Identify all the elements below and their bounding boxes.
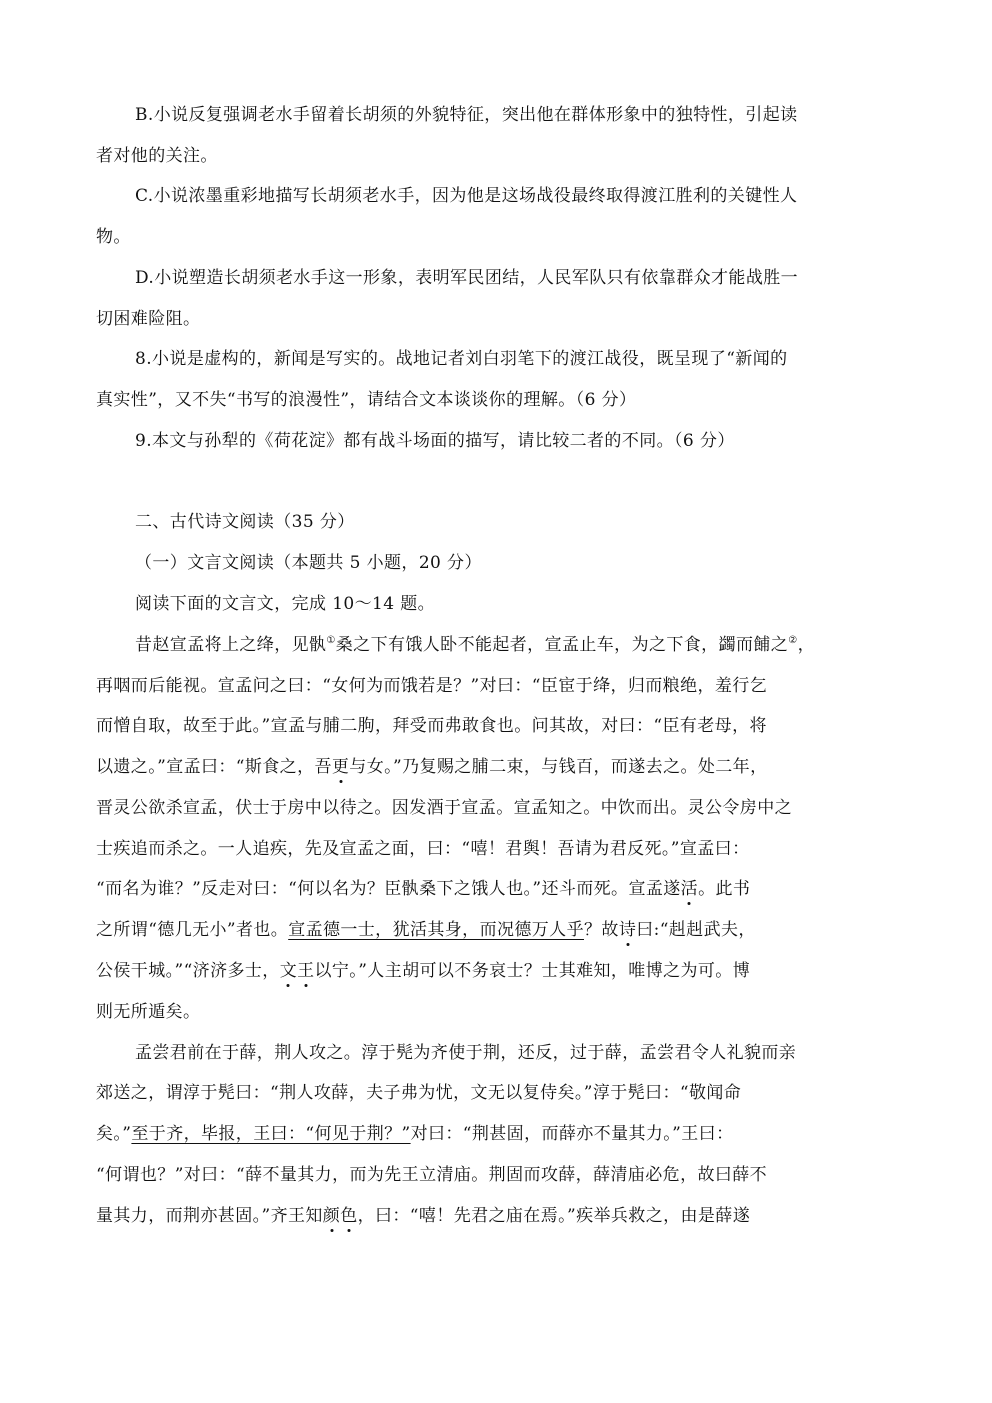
question-9: 9.本文与孙犁的《荷花淀》都有战斗场面的描写，请比较二者的不同。（6 分） [135, 431, 735, 451]
passage2-line-4: “何谓也？”对曰：“薛不量其力，而为先王立清庙。荆固而攻薛，薛清庙必危，故曰薛不 [96, 1165, 768, 1185]
question-8-line-2: 真实性”，又不失“书写的浪漫性”，请结合文本谈谈你的理解。（6 分） [96, 390, 637, 410]
passage1-line-7 [96, 878, 750, 900]
passage2-line-3-text-a: 矣。” [96, 1124, 132, 1144]
passage2-line-2: 郊送之，谓淳于髡曰：“荆人攻薛，夫子弗为忧，文无以复侍矣。”淳于髡曰：“敬闻命 [96, 1083, 742, 1103]
footnote-1-marker: ① [326, 635, 336, 646]
passage1-line-1-text-a: 昔赵宣孟将上之绛，见骫 [135, 635, 327, 655]
passage1-line-1 [135, 634, 815, 656]
dotted-char-se: 色 [340, 1206, 358, 1226]
passage2-line-1: 孟尝君前在于薛，荆人攻之。淳于髡为齐使于荆，还反，过于薛，孟尝君令人礼貌而亲 [135, 1043, 797, 1063]
option-c-line-2: 物。 [96, 227, 131, 247]
passage1-line-6: 士疾追而杀之。一人追疾，先及宣孟之面，曰：“嘻！君舆！吾请为君反死。”宣孟曰： [96, 839, 750, 859]
option-b-line-2: 者对他的关注。 [96, 146, 218, 166]
passage1-line-7-text-b: 。此书 [698, 879, 751, 899]
passage1-line-7-text-a: “而名为谁？”反走对曰：“何以名为？臣骫桑下之饿人也。”还斗而死。宣孟遂 [96, 879, 681, 899]
underlined-sentence-2: 至于齐，毕报，王曰：“何见于荆？” [131, 1124, 411, 1144]
option-b-line-1: B.小说反复强调老水手留着长胡须的外貌特征，突出他在群体形象中的独特性，引起读 [135, 105, 798, 125]
option-c-line-1: C.小说浓墨重彩地描写长胡须老水手，因为他是这场战役最终取得渡江胜利的关键性人 [135, 186, 798, 206]
passage2-line-5 [96, 1205, 750, 1227]
passage2-line-5-text-a: 量其力，而荆亦甚固。”齐王知 [96, 1206, 323, 1226]
underlined-sentence-1: 宣孟德一士，犹活其身，而况德万人乎 [288, 920, 584, 940]
dotted-char-wen: 文 [279, 961, 298, 981]
reading-instruction: 阅读下面的文言文，完成 10～14 题。 [135, 594, 436, 614]
passage2-line-3 [96, 1123, 733, 1145]
passage1-line-8-text-b: ？故 [584, 920, 619, 940]
dotted-char-geng: 更 [331, 757, 350, 777]
passage1-line-1-text-c: ， [797, 635, 815, 655]
option-d-line-2: 切困难险阻。 [96, 309, 201, 329]
passage2-line-5-text-b: ，曰：“嘻！先君之庙在焉。”疾举兵救之，由是薛遂 [357, 1206, 751, 1226]
passage1-line-4-text-b: 与女。”乃复赐之脯二束，与钱百，而遂去之。处二年， [349, 757, 768, 777]
passage1-line-1-text-b: 桑之下有饿人卧不能起者，宣孟止车，为之下食，蠲而餔之 [335, 635, 789, 655]
question-8-line-1: 8.小说是虚构的，新闻是写实的。战地记者刘白羽笔下的渡江战役，既呈现了“新闻的 [135, 349, 788, 369]
dotted-char-huo: 活 [680, 879, 699, 899]
passage1-line-4-text-a: 以遗之。”宣孟曰：“斯食之，吾 [96, 757, 332, 777]
passage1-line-8-text-c: 曰:“赳赳武夫， [636, 920, 756, 940]
option-d-line-1: D.小说塑造长胡须老水手这一形象，表明军民团结，人民军队只有依靠群众才能战胜一 [135, 268, 799, 288]
section-subtitle: （一）文言文阅读（本题共 5 小题，20 分） [135, 553, 482, 573]
dotted-char-wang: 王 [297, 961, 315, 981]
passage1-line-2: 再咽而后能视。宣孟问之曰：“女何为而饿若是？”对曰：“臣宦于绛，归而粮绝，羞行乞 [96, 676, 768, 696]
passage1-line-3: 而憎自取，故至于此。”宣孟与脯二朐，拜受而弗敢食也。问其故，对曰：“臣有老母，将 [96, 716, 767, 736]
passage2-line-3-text-b: 对曰：“荆甚固，而薛亦不量其力。”王曰： [410, 1124, 734, 1144]
passage1-line-8-text-a: 之所谓“德几无小”者也。 [96, 920, 289, 940]
passage1-line-8 [96, 919, 756, 941]
footnote-2-marker: ② [788, 635, 798, 646]
passage1-line-9-text-b: 以宁。”人主胡可以不务哀士？士其难知，唯博之为可。博 [314, 961, 751, 981]
dotted-char-shi: 诗 [618, 920, 637, 940]
passage1-line-9 [96, 960, 750, 982]
passage1-line-4 [96, 756, 768, 778]
passage1-line-9-text-a: 公侯干城。”“济济多士， [96, 961, 280, 981]
section-title: 二、古代诗文阅读（35 分） [135, 512, 355, 532]
passage1-line-5: 晋灵公欲杀宣孟，伏士于房中以待之。因发酒于宣孟。宣孟知之。中饮而出。灵公令房中之 [96, 798, 792, 818]
passage1-line-10: 则无所遁矣。 [96, 1002, 201, 1022]
dotted-char-yan: 颜 [322, 1206, 341, 1226]
